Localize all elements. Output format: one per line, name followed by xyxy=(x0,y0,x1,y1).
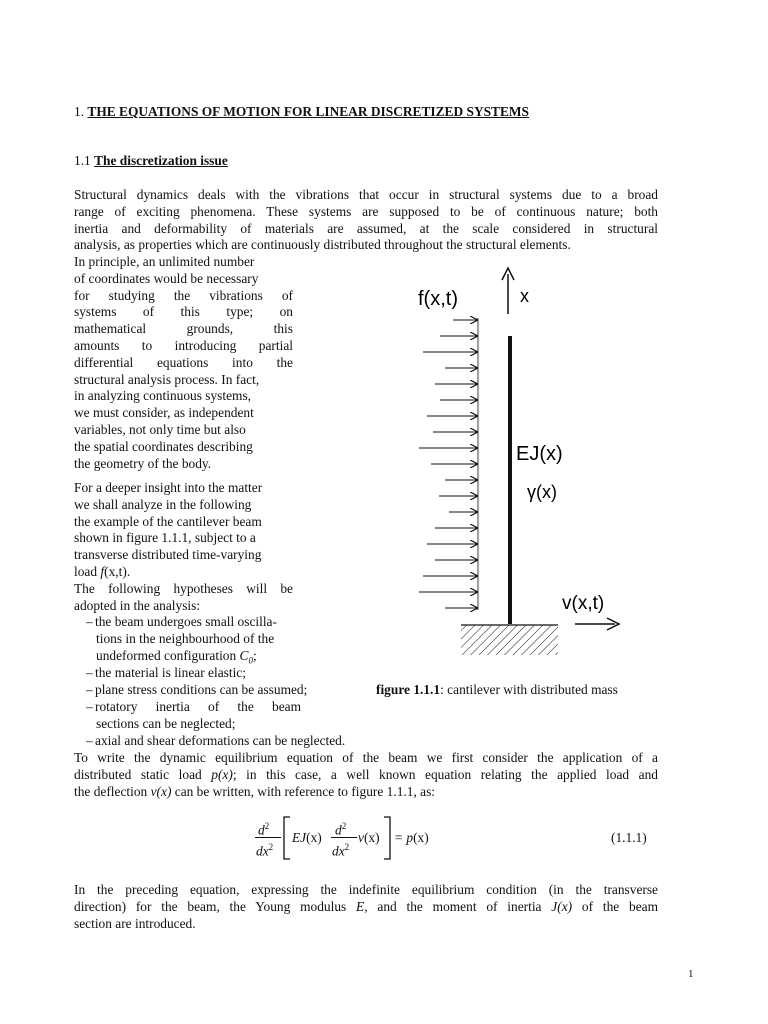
list-dash: – xyxy=(86,614,93,629)
page-number: 1 xyxy=(688,968,694,980)
text-line: systems of this type; on xyxy=(74,304,293,320)
eq-exp: 2 xyxy=(341,821,347,831)
list-item: rotatory inertia of the beam xyxy=(95,699,301,714)
mass-label: γ(x) xyxy=(527,482,557,502)
list-dash: – xyxy=(86,733,93,748)
list-dash: – xyxy=(86,665,93,680)
text-line: Structural dynamics deals with the vibrations that occur in structural systems due to a broad xyxy=(74,187,658,202)
eq-right-bracket xyxy=(382,816,392,860)
section-heading xyxy=(74,104,529,121)
text-line: To write the dynamic equilibrium equation of the beam we first consider the application of a xyxy=(74,750,658,765)
text-line: structural analysis process. In fact, xyxy=(74,371,260,387)
text-line: In principle, an unlimited number xyxy=(74,254,255,269)
load-label: f(x,t) xyxy=(418,288,458,310)
text-line: we shall analyze in the following xyxy=(74,496,252,512)
text-line xyxy=(74,784,658,801)
text-fragment: ; in this case, a well known equation relating the applied load and xyxy=(232,766,658,782)
text-line xyxy=(74,564,293,581)
text-fragment: undeformed configuration xyxy=(96,648,240,663)
text-fragment: the deflection xyxy=(74,783,151,799)
eq-dx: dx xyxy=(332,843,345,859)
text-line xyxy=(74,899,658,916)
eq-ofx: (x) xyxy=(363,830,380,845)
deflection-label: v(x,t) xyxy=(562,593,605,614)
paragraph-preceding-equation xyxy=(74,882,658,932)
list-item: axial and shear deformations can be neglected. xyxy=(95,733,346,748)
subsection-title: The discretization issue xyxy=(94,153,228,168)
text-line: analysis, as properties which are continuously distributed throughout the structural elements. xyxy=(74,237,571,253)
list-dash: – xyxy=(86,682,93,697)
text-line: In the preceding equation, expressing the indefinite equilibrium condition (in the transverse xyxy=(74,882,658,897)
eq-dx: dx xyxy=(256,843,269,859)
eq-exp: 2 xyxy=(264,821,270,831)
config-subscript: 0 xyxy=(248,655,253,666)
stiffness-label: EJ(x) xyxy=(516,443,563,465)
text-line: adopted in the analysis: xyxy=(74,597,201,613)
text-fragment: distributed static load xyxy=(74,766,212,782)
section-title: THE EQUATIONS OF MOTION FOR LINEAR DISCRETIZED SYSTEMS xyxy=(87,104,530,119)
text-line: the geometry of the body. xyxy=(74,455,212,471)
text-fragment: can be written, with reference to figure 1.1.1, as: xyxy=(171,783,436,799)
load-arrows xyxy=(419,320,477,608)
text-fragment: . xyxy=(126,563,131,579)
symbol-E: E, xyxy=(356,898,368,914)
text-line: amounts to introducing partial xyxy=(74,337,293,353)
figure-caption xyxy=(376,682,618,699)
eq-fraction-bar xyxy=(255,837,281,838)
text-line: the spatial coordinates describing xyxy=(74,438,253,454)
list-item: the material is linear elastic; xyxy=(95,665,246,680)
paragraph-intro xyxy=(74,187,658,254)
list-item: the beam undergoes small oscilla- xyxy=(95,614,277,629)
eq-left-bracket xyxy=(282,816,292,860)
text-fragment: direction) for the beam, the Young modulus xyxy=(74,898,357,914)
caption-label: figure 1.1.1 xyxy=(376,682,441,697)
load-args: (x,t) xyxy=(104,563,127,579)
text-line: the example of the cantilever beam xyxy=(74,513,262,529)
text-line: transverse distributed time-varying xyxy=(74,547,262,563)
text-line: mathematical grounds, this xyxy=(74,321,293,337)
text-line: for studying the vibrations of xyxy=(74,287,293,303)
symbol-p: p(x) xyxy=(211,766,233,782)
cantilever-figure xyxy=(405,262,635,662)
text-line: For a deeper insight into the matter xyxy=(74,480,263,495)
eq-rhs xyxy=(394,830,429,847)
subsection-number: 1.1 xyxy=(74,153,91,168)
eq-px: (x) xyxy=(413,830,429,845)
ground-hatch xyxy=(461,625,558,655)
load-function: f xyxy=(100,563,105,579)
list-item: plane stress conditions can be assumed; xyxy=(95,682,308,697)
subsection-heading xyxy=(74,153,228,170)
text-fragment: load xyxy=(74,563,101,579)
symbol-J: J(x) xyxy=(551,898,573,914)
eq-d: d xyxy=(335,822,342,838)
text-fragment: of the beam xyxy=(572,898,659,914)
eq-exp: 2 xyxy=(344,842,350,852)
equation-number: (1.1.1) xyxy=(611,830,647,845)
text-line: variables, not only time but also xyxy=(74,421,246,437)
text-line: in analyzing continuous systems, xyxy=(74,388,252,404)
eq-denominator-2 xyxy=(332,839,349,860)
text-line: we must consider, as independent xyxy=(74,405,254,421)
text-fragment: ; xyxy=(252,648,257,663)
text-line: The following hypotheses will be xyxy=(74,580,293,596)
eq-denominator-1 xyxy=(256,839,273,860)
list-item: sections can be neglected; xyxy=(96,716,236,731)
text-line: differential equations into the xyxy=(74,354,293,370)
symbol-v: v(x) xyxy=(150,783,172,799)
text-line xyxy=(74,767,658,784)
eq-rhs-text: = p xyxy=(394,830,414,845)
eq-ej xyxy=(292,830,322,847)
text-line: section are introduced. xyxy=(74,915,196,931)
config-symbol: C xyxy=(239,648,249,663)
paragraph-cantilever-example xyxy=(74,480,293,614)
axis-label: x xyxy=(520,286,529,306)
text-fragment: and the moment of inertia xyxy=(367,898,552,914)
eq-exp: 2 xyxy=(268,842,274,852)
list-item: tions in the neighbourhood of the xyxy=(96,631,275,646)
list-dash: – xyxy=(86,699,93,714)
section-number: 1. xyxy=(74,104,85,119)
eq-d: d xyxy=(258,822,265,838)
eq-fraction-bar xyxy=(331,837,357,838)
eq-v xyxy=(358,830,380,847)
eq-v-text: v xyxy=(358,830,364,845)
paragraph-equilibrium xyxy=(74,750,658,800)
eq-ofx: (x) xyxy=(306,830,322,845)
text-line: shown in figure 1.1.1, subject to a xyxy=(74,530,256,546)
text-line: range of exciting phenomena. These systems are supposed to be of continuous nature; both xyxy=(74,203,658,219)
text-line: inertia and deformability of materials are assumed, at the scale considered in structural xyxy=(74,220,658,236)
eq-ej-text: EJ xyxy=(292,830,307,845)
caption-text: : cantilever with distributed mass xyxy=(440,682,618,697)
paragraph-continuous-systems xyxy=(74,254,293,472)
text-line: of coordinates would be necessary xyxy=(74,270,259,286)
